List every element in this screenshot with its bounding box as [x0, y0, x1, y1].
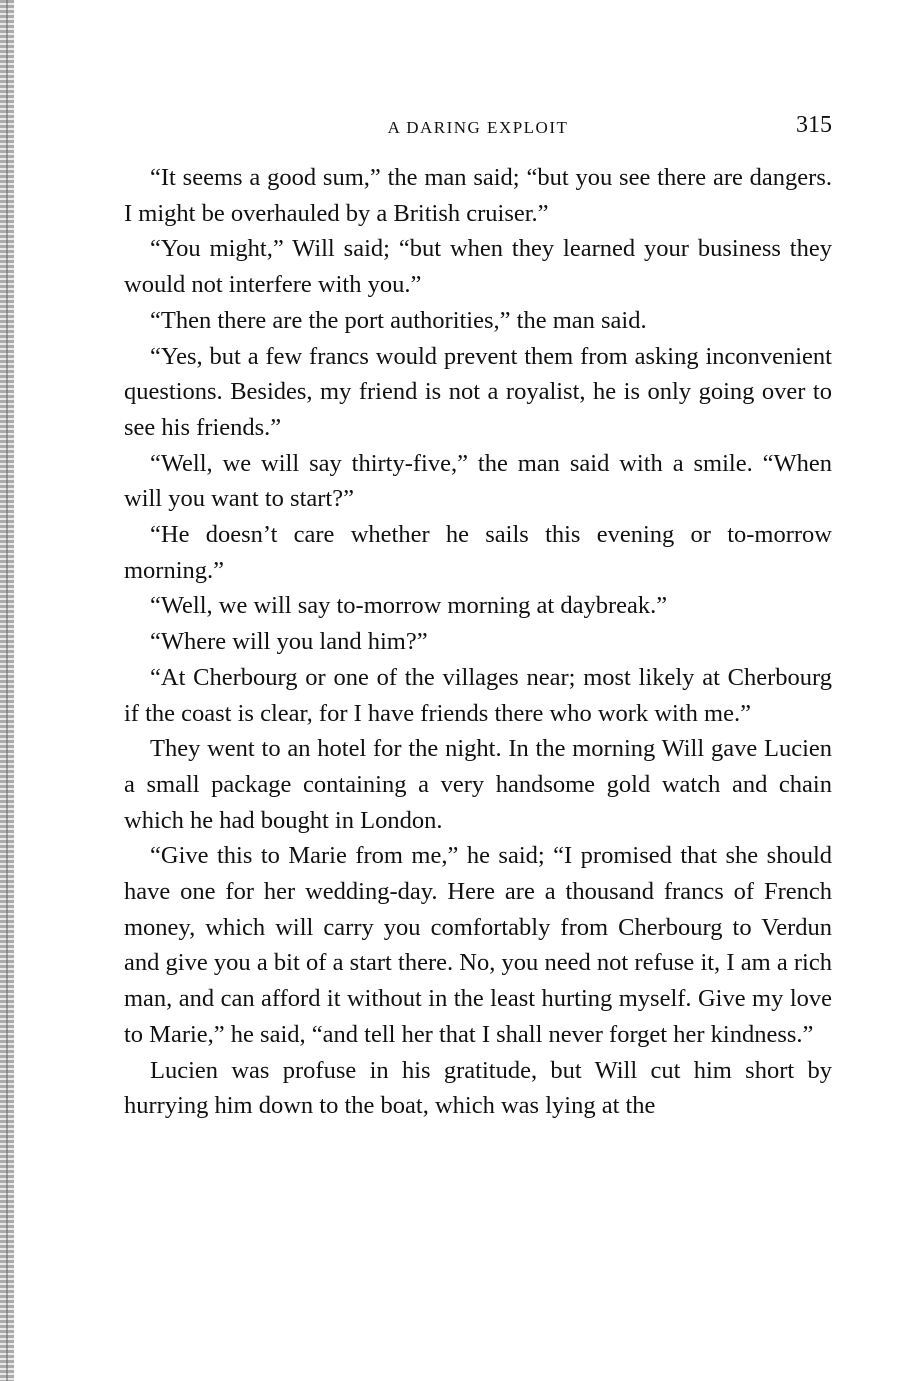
- paragraph: “You might,” Will said; “but when they learned your business they would not interfere with you.”: [124, 235, 832, 299]
- running-head: [124, 112, 832, 146]
- binding-gutter: [0, 0, 14, 1381]
- paragraph: Lucien was profuse in his gratitude, but Will cut him short by hurrying him down to the boat, which was lying at the: [124, 1056, 832, 1120]
- paragraph: “Well, we will say thirty-five,” the man said with a smile. “When will you want to start?”: [124, 449, 832, 513]
- paragraph: They went to an hotel for the night. In the morning Will gave Lucien a small package containing a very handsome gold watch and chain which he had bought in London.: [124, 735, 832, 834]
- paragraph: “Where will you land him?”: [150, 628, 428, 656]
- body-text: [124, 160, 832, 1124]
- paragraph: “At Cherbourg or one of the villages near; most likely at Cherbourg if the coast is clear, for I have friends there who work with me.”: [124, 663, 832, 727]
- paragraph: “Well, we will say to-morrow morning at daybreak.”: [150, 592, 668, 620]
- paragraph: “Yes, but a few francs would prevent them from asking inconvenient questions. Besides, my friend is not a royalist, he is only going over to see his friends.”: [124, 342, 832, 441]
- paragraph: “He doesn’t care whether he sails this evening or to-morrow morning.”: [124, 521, 832, 584]
- paragraph: “Give this to Marie from me,” he said; “I promised that she should have one for her wedding-day. Here are a thousand francs of French money, which will carry you comfortably from Cherbourg to Verdun and give you a bit of a start there. No, you need not refuse it, I am a rich man, and can afford it without in the least hurting myself. Give my love to Marie,” he said, “and tell her that I shall never forget her kindness.”: [124, 842, 832, 1048]
- running-title: A DARING EXPLOIT: [387, 118, 569, 137]
- paragraph: “It seems a good sum,” the man said; “but you see there are dangers. I might be overhauled by a British cruiser.”: [124, 164, 832, 227]
- page-number: 315: [796, 112, 832, 138]
- paragraph: “Then there are the port authorities,” the man said.: [150, 306, 647, 334]
